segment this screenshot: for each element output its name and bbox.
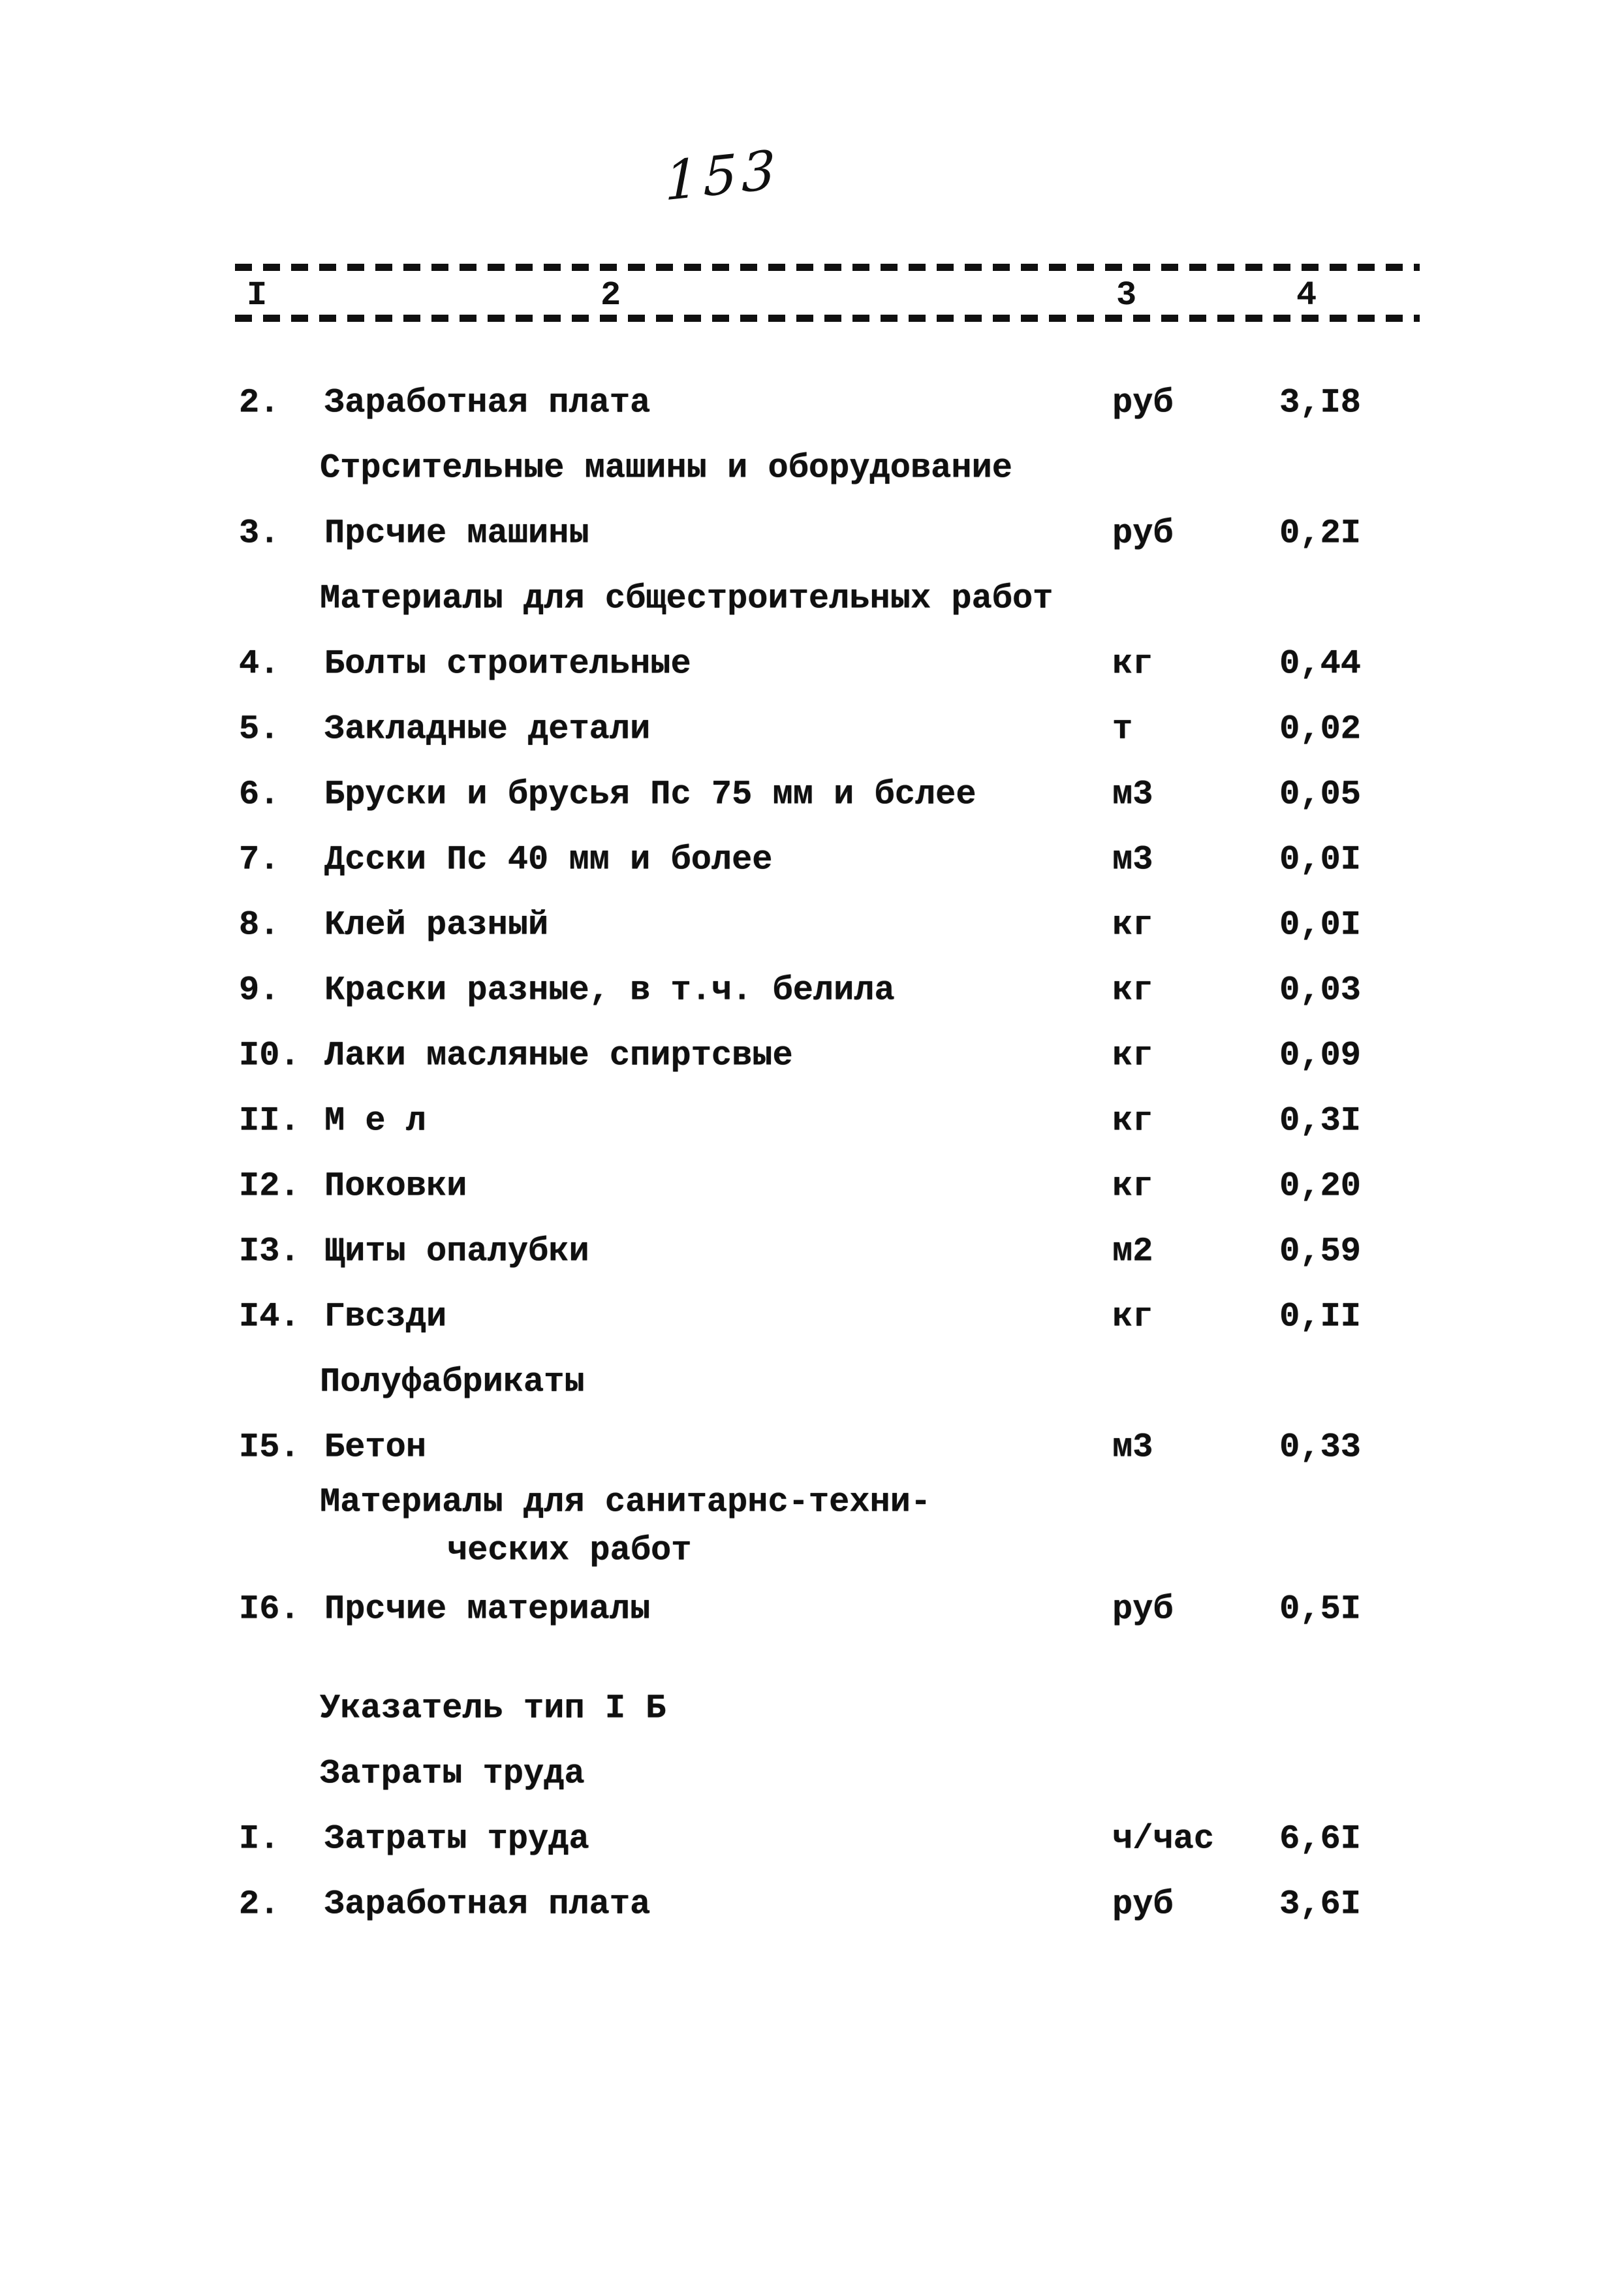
row-label: Бруски и брусья Пс 75 мм и бслее [324,775,976,814]
table-row [239,1577,1361,1642]
row-number: 3. [239,514,280,553]
column-header-1: I [247,276,268,315]
table-row [239,1089,1361,1154]
row-number: 2. [239,1885,280,1924]
row-unit: кг [1112,644,1153,683]
dashed-divider-bottom [235,315,1420,322]
row-unit: кг [1112,971,1153,1010]
table-body [239,371,1361,1938]
row-value: 0,03 [1279,971,1361,1010]
table-row [239,1024,1361,1089]
row-unit: м3 [1112,775,1153,814]
row-label: Щиты опалубки [324,1232,589,1271]
row-unit: кг [1112,1297,1153,1336]
row-unit: ч/час [1112,1819,1215,1859]
row-unit: кг [1112,1167,1153,1206]
row-label: Гвсзди [324,1297,447,1336]
table-row [239,893,1361,958]
row-unit: руб [1112,383,1174,422]
row-value: 0,5I [1279,1590,1361,1629]
row-unit: кг [1112,1036,1153,1075]
row-number: I4. [239,1297,300,1336]
row-number: 9. [239,971,280,1010]
handwritten-page-number: 153 [664,138,781,213]
row-label: Клей разный [324,905,549,945]
row-label: Закладные детали [324,710,651,749]
row-label: Стрсительные машины и оборудование [320,448,1012,488]
row-value: 0,33 [1279,1428,1361,1467]
row-number: II. [239,1101,300,1140]
row-number: 7. [239,840,280,879]
table-header [235,260,1420,325]
row-label: Прсчие машины [324,514,589,553]
table-row [239,828,1361,893]
table-row [239,1154,1361,1219]
row-value: 0,09 [1279,1036,1361,1075]
table-row [239,632,1361,697]
row-unit: руб [1112,1590,1174,1629]
row-label: ческих работ [447,1531,692,1570]
column-header-4: 4 [1296,276,1317,315]
row-value: 0,05 [1279,775,1361,814]
table-row [239,958,1361,1024]
row-label: Заработная плата [324,383,651,422]
row-label: Материалы для санитарнс-техни- [320,1483,931,1522]
section-row [239,1742,1361,1807]
section-row [239,1481,1361,1525]
row-value: 0,0I [1279,905,1361,945]
row-unit: кг [1112,905,1153,945]
row-label: Дсски Пс 40 мм и более [324,840,773,879]
row-unit: м3 [1112,1428,1153,1467]
row-value: 0,II [1279,1297,1361,1336]
row-value: 0,0I [1279,840,1361,879]
row-label: Материалы для сбщестроительных работ [320,579,1054,618]
table-row [239,1219,1361,1285]
table-row [239,1872,1361,1938]
row-value: 0,02 [1279,710,1361,749]
row-label: Бетон [324,1428,427,1467]
row-label: Полуфабрикаты [320,1362,585,1402]
section-row [239,567,1361,632]
row-label: Указатель тип I Б [320,1689,666,1728]
row-number: 5. [239,710,280,749]
section-row [239,1676,1361,1742]
column-header-2: 2 [601,276,621,315]
table-row [239,501,1361,567]
section-row [239,1525,1361,1577]
row-number: 8. [239,905,280,945]
row-label: М е л [324,1101,427,1140]
table-row [239,1415,1361,1481]
dashed-divider-top [235,264,1420,271]
row-number: I3. [239,1232,300,1271]
row-unit: руб [1112,1885,1174,1924]
row-label: Краски разные, в т.ч. белила [324,971,895,1010]
row-label: Болты строительные [324,644,691,683]
row-label: Прсчие материалы [324,1590,651,1629]
row-number: 2. [239,383,280,422]
row-value: 0,59 [1279,1232,1361,1271]
row-number: 6. [239,775,280,814]
section-row [239,436,1361,501]
row-number: 4. [239,644,280,683]
table-row [239,697,1361,762]
row-label: Лаки масляные спиртсвые [324,1036,793,1075]
row-unit: т [1112,710,1133,749]
row-unit: м2 [1112,1232,1153,1271]
row-number: I5. [239,1428,300,1467]
row-unit: м3 [1112,840,1153,879]
row-label: Заработная плата [324,1885,651,1924]
table-row [239,1285,1361,1350]
row-number: I. [239,1819,280,1859]
row-value: 3,6I [1279,1885,1361,1924]
row-label: Поковки [324,1167,467,1206]
row-label: Затраты труда [320,1754,585,1793]
row-value: 0,2I [1279,514,1361,553]
section-row [239,1350,1361,1415]
row-number: I6. [239,1590,300,1629]
row-label: Затраты труда [324,1819,589,1859]
table-row [239,1807,1361,1872]
table-row [239,762,1361,828]
row-value: 3,I8 [1279,383,1361,422]
row-value: 0,3I [1279,1101,1361,1140]
row-unit: кг [1112,1101,1153,1140]
row-number: I0. [239,1036,300,1075]
column-header-3: 3 [1116,276,1137,315]
row-value: 0,20 [1279,1167,1361,1206]
table-row [239,371,1361,436]
row-value: 0,44 [1279,644,1361,683]
row-unit: руб [1112,514,1174,553]
row-number: I2. [239,1167,300,1206]
row-value: 6,6I [1279,1819,1361,1859]
